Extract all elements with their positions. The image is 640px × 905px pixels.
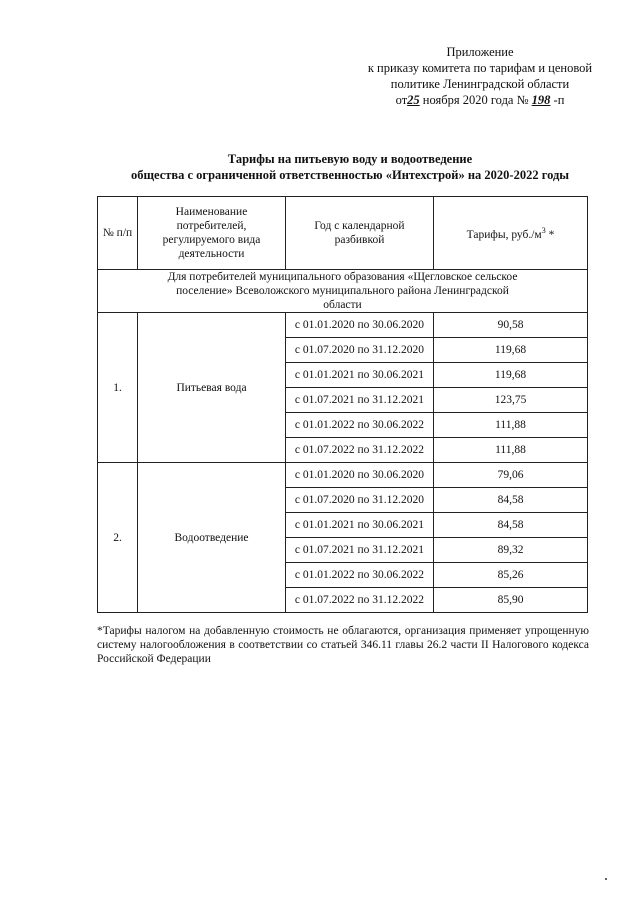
period-cell: с 01.01.2022 по 30.06.2022 [286, 563, 434, 588]
document-title [90, 151, 610, 183]
period-cell: с 01.01.2020 по 30.06.2020 [286, 313, 434, 338]
period-cell: с 01.07.2022 по 31.12.2022 [286, 438, 434, 463]
group-1-num: 1. [98, 313, 138, 463]
header-name: Наименование потребителей, регулируемого вида деятельности [138, 197, 286, 270]
tariff-cell: 90,58 [434, 313, 588, 338]
table-row [98, 313, 588, 338]
tariff-cell: 89,32 [434, 538, 588, 563]
date-day: 25 [407, 93, 420, 107]
tariff-cell: 119,68 [434, 338, 588, 363]
period-cell: с 01.01.2021 по 30.06.2021 [286, 513, 434, 538]
group-2-num: 2. [98, 463, 138, 613]
header-period: Год с календарной разбивкой [286, 197, 434, 270]
period-cell: с 01.07.2022 по 31.12.2022 [286, 588, 434, 613]
table-row [98, 463, 588, 488]
header-tariff-mark: * [545, 228, 555, 241]
tariff-cell: 84,58 [434, 513, 588, 538]
period-cell: с 01.07.2021 по 31.12.2021 [286, 388, 434, 413]
tariff-cell: 111,88 [434, 413, 588, 438]
order-number: 198 [531, 93, 551, 107]
tariff-table [97, 196, 588, 613]
appendix-block [360, 44, 600, 108]
tariff-cell: 79,06 [434, 463, 588, 488]
header-tariff-sup: 3 [541, 226, 546, 236]
tariff-cell: 84,58 [434, 488, 588, 513]
date-rest: ноября 2020 года № [422, 93, 529, 107]
appendix-committee: политике Ленинградской области [390, 77, 570, 91]
period-cell: с 01.01.2022 по 30.06.2022 [286, 413, 434, 438]
period-cell: с 01.01.2021 по 30.06.2021 [286, 363, 434, 388]
group-1-name: Питьевая вода [138, 313, 286, 463]
tariff-cell: 111,88 [434, 438, 588, 463]
title-line-2: общества с ограниченной ответственностью «Интехстрой» на 2020-2022 годы [130, 168, 570, 182]
group-2-name: Водоотведение [138, 463, 286, 613]
table-header-row [98, 197, 588, 270]
footnote: *Тарифы налогом на добавленную стоимость не облагаются, организация применяет упрощенную систему налогообложения в соответствии со статьей 346.11 главы 26.2 части II Налогового кодекса Российской Федерации [97, 625, 589, 665]
tariff-cell: 123,75 [434, 388, 588, 413]
period-cell: с 01.07.2021 по 31.12.2021 [286, 538, 434, 563]
section-row [98, 270, 588, 313]
header-num: № п/п [98, 197, 138, 270]
order-suffix: -п [553, 93, 565, 107]
appendix-order-ref: к приказу комитета по тарифам и ценовой [367, 61, 593, 75]
period-cell: с 01.07.2020 по 31.12.2020 [286, 488, 434, 513]
header-tariff-label: Тарифы, руб./м [466, 228, 542, 241]
period-cell: с 01.01.2020 по 30.06.2020 [286, 463, 434, 488]
title-line-1: Тарифы на питьевую воду и водоотведение [227, 152, 473, 166]
tariff-cell: 85,90 [434, 588, 588, 613]
appendix-date-line [360, 92, 600, 108]
appendix-title: Приложение [446, 45, 514, 59]
period-cell: с 01.07.2020 по 31.12.2020 [286, 338, 434, 363]
section-label: Для потребителей муниципального образования «Щегловское сельское поселение» Всеволожского муниципального района Ленинградской области [98, 270, 588, 313]
header-tariff [434, 197, 588, 270]
date-prefix: от [395, 93, 408, 107]
scan-speck [605, 878, 607, 880]
tariff-cell: 85,26 [434, 563, 588, 588]
tariff-cell: 119,68 [434, 363, 588, 388]
